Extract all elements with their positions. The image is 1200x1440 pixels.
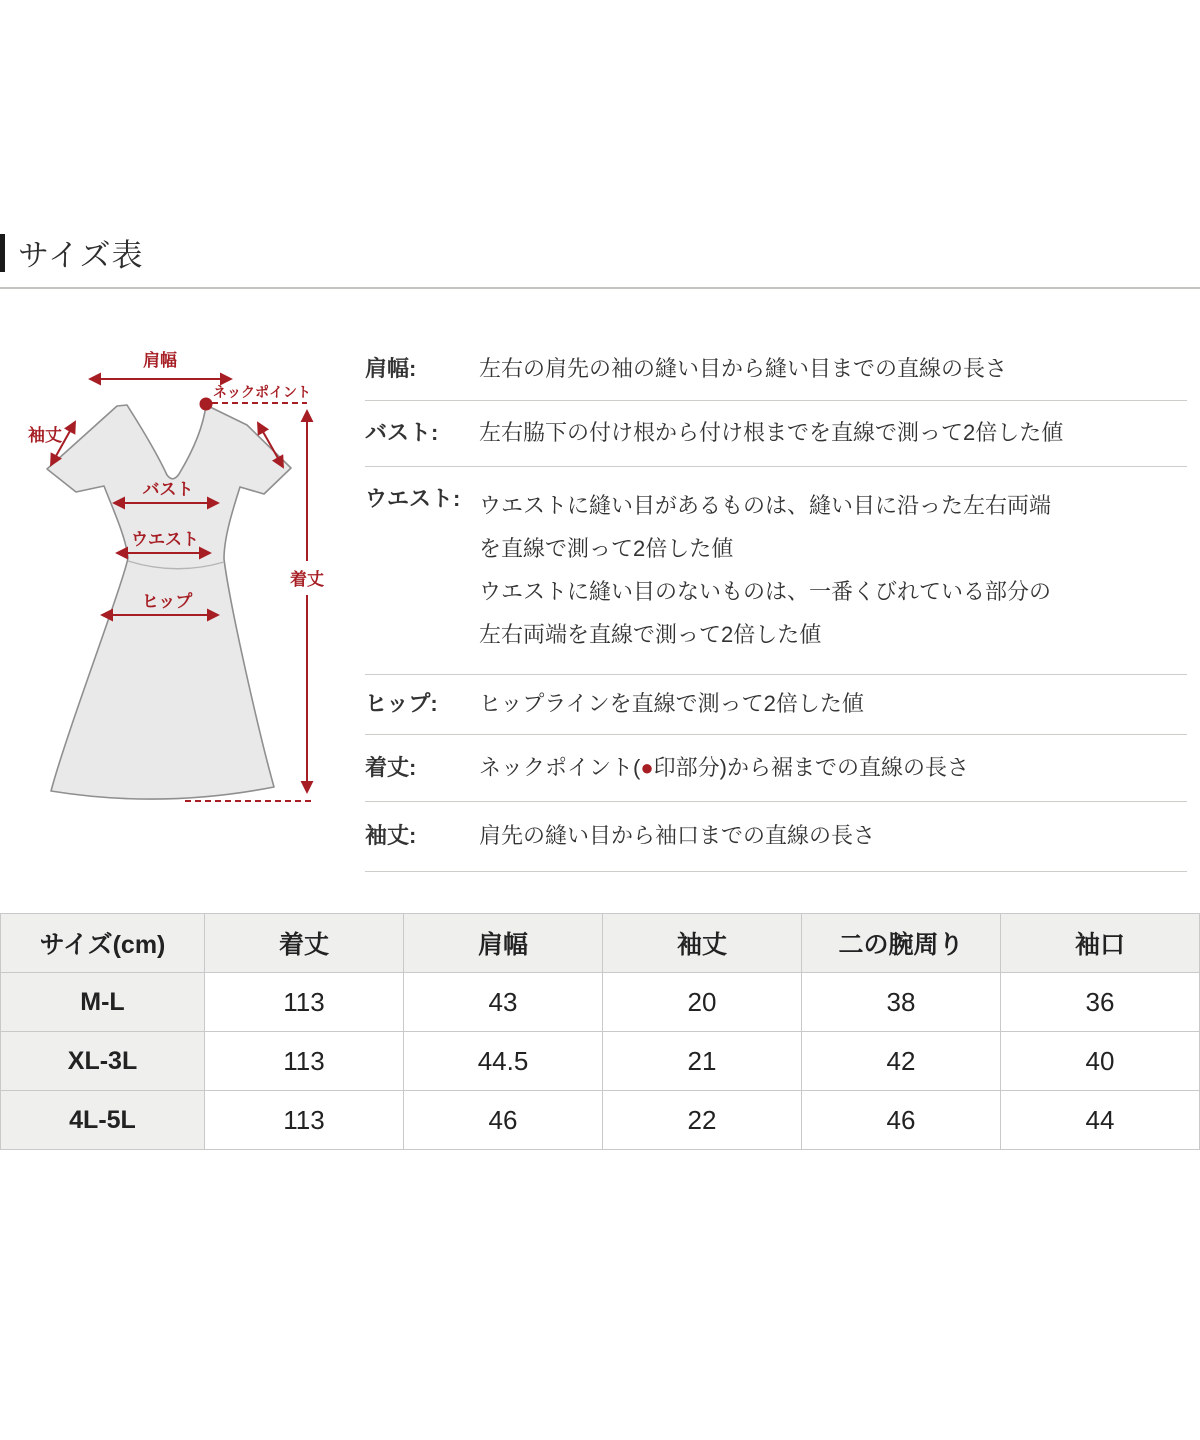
definition-text (479, 484, 1187, 656)
heading-accent-bar (0, 234, 5, 272)
value-cell: 21 (603, 1032, 802, 1091)
column-header-length: 着丈 (205, 914, 404, 973)
column-header-cuff: 袖口 (1001, 914, 1200, 973)
size-table-header-row (1, 914, 1200, 973)
value-cell: 40 (1001, 1032, 1200, 1091)
value-cell: 22 (603, 1091, 802, 1150)
definition-text: ヒップラインを直線で測って2倍した値 (479, 691, 864, 716)
size-table (0, 913, 1200, 1150)
value-cell: 20 (603, 973, 802, 1032)
size-label: M-L (1, 973, 205, 1032)
definition-term: 着丈: (365, 755, 417, 780)
label-sleeve-length: 袖丈 (28, 426, 62, 445)
size-label: 4L-5L (1, 1091, 205, 1150)
table-row (1, 1091, 1200, 1150)
definition-line: を直線で測って2倍した値 (479, 536, 734, 561)
definition-hip (365, 675, 1187, 735)
definition-shoulder-width (365, 340, 1187, 401)
value-cell: 42 (802, 1032, 1001, 1091)
neck-point-dot (200, 398, 213, 411)
label-hip: ヒップ (141, 592, 193, 611)
value-cell: 46 (802, 1091, 1001, 1150)
column-header-size: サイズ(cm) (1, 914, 205, 973)
definition-bust (365, 401, 1187, 467)
definition-length (365, 735, 1187, 802)
definition-term: バスト: (365, 420, 439, 445)
column-header-sleeve: 袖丈 (603, 914, 802, 973)
definition-line: ウエストに縫い目があるものは、縫い目に沿った左右両端 (479, 493, 1052, 518)
dress-diagram-svg (15, 345, 345, 815)
definition-sleeve-length (365, 802, 1187, 872)
header-divider (0, 287, 1200, 289)
definition-text-before: ネックポイント( (479, 755, 641, 780)
section-header (0, 230, 144, 275)
label-waist: ウエスト (131, 530, 199, 549)
table-row (1, 1032, 1200, 1091)
value-cell: 113 (205, 1091, 404, 1150)
definition-line: ウエストに縫い目のないものは、一番くびれている部分の (479, 579, 1052, 604)
value-cell: 43 (404, 973, 603, 1032)
dress-measurement-diagram (15, 345, 345, 815)
neck-point-marker: ● (640, 755, 654, 780)
value-cell: 113 (205, 973, 404, 1032)
page-title: サイズ表 (18, 238, 144, 273)
measurement-definitions (365, 340, 1187, 872)
size-label: XL-3L (1, 1032, 205, 1091)
value-cell: 36 (1001, 973, 1200, 1032)
column-header-upper-arm: 二の腕周り (802, 914, 1001, 973)
value-cell: 38 (802, 973, 1001, 1032)
definition-text: 肩先の縫い目から袖口までの直線の長さ (479, 823, 876, 848)
value-cell: 113 (205, 1032, 404, 1091)
definition-line: 左右両端を直線で測って2倍した値 (479, 622, 822, 647)
label-neck-point: ネックポイント (213, 384, 311, 400)
label-shoulder-width: 肩幅 (143, 351, 177, 370)
column-header-shoulder: 肩幅 (404, 914, 603, 973)
label-length: 着丈 (290, 570, 324, 589)
definition-waist (365, 467, 1187, 675)
value-cell: 44 (1001, 1091, 1200, 1150)
definition-term: ヒップ: (365, 691, 438, 716)
definition-term: 袖丈: (365, 823, 417, 848)
definition-text: 左右脇下の付け根から付け根までを直線で測って2倍した値 (479, 420, 1064, 445)
label-bust: バスト (142, 480, 194, 499)
definition-term: 肩幅: (365, 356, 417, 381)
definition-term: ウエスト: (365, 486, 461, 511)
definition-text (479, 753, 1187, 783)
definition-text: 左右の肩先の袖の縫い目から縫い目までの直線の長さ (479, 356, 1008, 381)
definition-text-after: 印部分)から裾までの直線の長さ (653, 755, 969, 780)
value-cell: 44.5 (404, 1032, 603, 1091)
value-cell: 46 (404, 1091, 603, 1150)
table-row (1, 973, 1200, 1032)
